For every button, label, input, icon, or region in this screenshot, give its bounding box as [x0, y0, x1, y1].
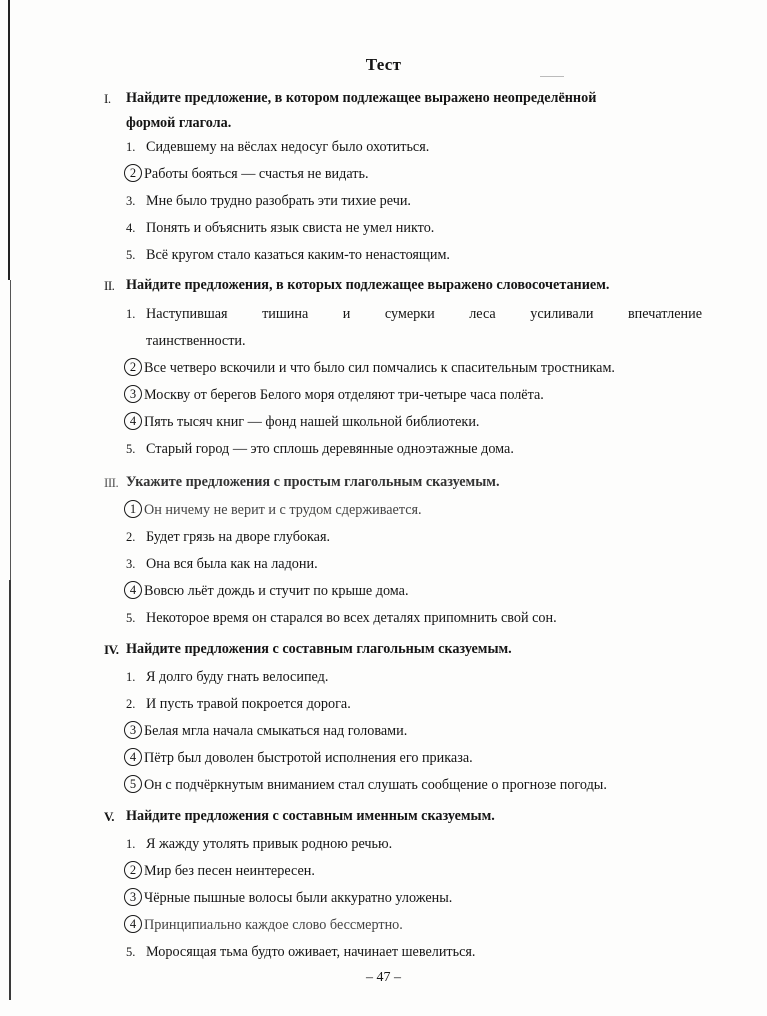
section-instruction: Найдите предложения, в которых подлежащее выражено словосочетанием. [126, 277, 610, 293]
scan-line [10, 280, 11, 580]
section-ii-heading [104, 273, 724, 298]
option-marked[interactable] [126, 580, 726, 602]
section-roman: III. [104, 475, 119, 490]
circled-answer-mark: 4 [124, 581, 142, 599]
option-text: И пусть травой покроется дорога. [146, 696, 351, 712]
circled-answer-mark: 4 [124, 412, 142, 430]
option-text: Мир без песен неинтересен. [144, 863, 315, 879]
option-text: Мне было трудно разобрать эти тихие речи. [146, 193, 411, 209]
option-number: 5. [126, 611, 136, 625]
option-marked[interactable] [126, 411, 726, 433]
option-text: Все четверо вскочили и что было сил помчались к спасительным тростникам. [144, 360, 615, 376]
option-text: Я долго буду гнать велосипед. [146, 669, 329, 685]
option-number: 1. [126, 670, 136, 684]
option-number: 2. [126, 697, 136, 711]
option-marked[interactable] [126, 357, 726, 379]
circled-answer-mark: 2 [124, 358, 142, 376]
option-continuation [146, 330, 746, 352]
option-text: Наступившая тишина и сумерки леса усиливали впечатление [146, 306, 702, 322]
option-text: Моросящая тьма будто оживает, начинает шевелиться. [146, 944, 476, 960]
circled-answer-mark: 2 [124, 164, 142, 182]
section-instruction: Укажите предложения с простым глагольным сказуемым. [126, 474, 500, 490]
option[interactable] [126, 217, 726, 239]
option-marked[interactable] [126, 914, 726, 936]
option-marked[interactable] [126, 163, 726, 185]
option-number: 1. [126, 837, 136, 851]
option-text: Всё кругом стало казаться каким-то ненастоящим. [146, 247, 450, 263]
option-marked[interactable] [126, 384, 726, 406]
section-iv-heading [104, 637, 724, 662]
circled-answer-mark: 4 [124, 748, 142, 766]
option[interactable] [126, 303, 702, 325]
option-text: Принципиально каждое слово бессмертно. [144, 917, 403, 933]
section-v-heading [104, 804, 724, 829]
option-marked[interactable] [126, 747, 726, 769]
option-text: Белая мгла начала смыкаться над головами. [144, 723, 408, 739]
option-marked[interactable] [126, 887, 726, 909]
circled-answer-mark: 3 [124, 888, 142, 906]
option[interactable] [126, 438, 726, 460]
section-roman: II. [104, 278, 115, 293]
option[interactable] [126, 941, 726, 963]
page-number: – 47 – [366, 970, 401, 985]
option-marked[interactable] [126, 774, 726, 796]
option-text: Он с подчёркнутым вниманием стал слушать сообщение о прогнозе погоды. [144, 777, 607, 793]
option-text: Некоторое время он старался во всех деталях припомнить свой сон. [146, 610, 557, 626]
section-instruction: Найдите предложения с составным глагольным сказуемым. [126, 641, 512, 657]
option-text: Москву от берегов Белого моря отделяют три-четыре часа полёта. [144, 387, 544, 403]
option-number: 2. [126, 530, 136, 544]
option-text: Вовсю льёт дождь и стучит по крыше дома. [144, 583, 409, 599]
option-text: Она вся была как на ладони. [146, 556, 318, 572]
option-text: Будет грязь на дворе глубокая. [146, 529, 331, 545]
option[interactable] [126, 244, 726, 266]
option-number: 5. [126, 945, 136, 959]
option[interactable] [126, 607, 726, 629]
section-i-heading [104, 86, 724, 136]
circled-answer-mark: 3 [124, 385, 142, 403]
scan-edge [0, 0, 26, 1016]
option-text: Работы бояться — счастья не видать. [144, 166, 369, 182]
circled-answer-mark: 1 [124, 500, 142, 518]
option[interactable] [126, 526, 726, 548]
option-marked[interactable] [126, 499, 726, 521]
option-text: Сидевшему на вёслах недосуг было охотиться. [146, 139, 430, 155]
decorative-dash [540, 76, 564, 77]
circled-answer-mark: 5 [124, 775, 142, 793]
circled-answer-mark: 3 [124, 721, 142, 739]
option-number: 5. [126, 248, 136, 262]
option[interactable] [126, 666, 726, 688]
option[interactable] [126, 190, 726, 212]
option[interactable] [126, 553, 726, 575]
section-roman: I. [104, 91, 111, 106]
instruction-line: Найдите предложение, в котором подлежащее выражено неопределённой [126, 90, 597, 106]
option-text: Пётр был доволен быстротой исполнения его приказа. [144, 750, 473, 766]
option[interactable] [126, 833, 726, 855]
section-iii-heading [104, 470, 724, 495]
option-number: 1. [126, 140, 136, 154]
option-number: 3. [126, 194, 136, 208]
page-title: Тест [365, 55, 402, 74]
scan-line [8, 0, 10, 280]
option-number: 1. [126, 307, 136, 321]
circled-answer-mark: 4 [124, 915, 142, 933]
option[interactable] [126, 693, 726, 715]
section-instruction: Найдите предложения с составным именным сказуемым. [126, 808, 495, 824]
instruction-line: формой глагола. [126, 115, 232, 131]
option-text: таинственности. [146, 333, 246, 349]
circled-answer-mark: 2 [124, 861, 142, 879]
option-number: 3. [126, 557, 136, 571]
option-text: Понять и объяснить язык свиста не умел никто. [146, 220, 435, 236]
option-text: Пять тысяч книг — фонд нашей школьной библиотеки. [144, 414, 480, 430]
option-marked[interactable] [126, 860, 726, 882]
section-roman: V. [104, 809, 114, 824]
scan-line [9, 580, 11, 1000]
option-number: 5. [126, 442, 136, 456]
option-text: Он ничему не верит и с трудом сдерживается. [144, 502, 422, 518]
option-text: Я жажду утолять привык родною речью. [146, 836, 393, 852]
option-text: Чёрные пышные волосы были аккуратно уложены. [144, 890, 453, 906]
option-number: 4. [126, 221, 136, 235]
option-marked[interactable] [126, 720, 726, 742]
option-text: Старый город — это сплошь деревянные одноэтажные дома. [146, 441, 514, 457]
section-roman: IV. [104, 642, 119, 657]
option[interactable] [126, 136, 726, 158]
section-instruction [126, 86, 724, 136]
